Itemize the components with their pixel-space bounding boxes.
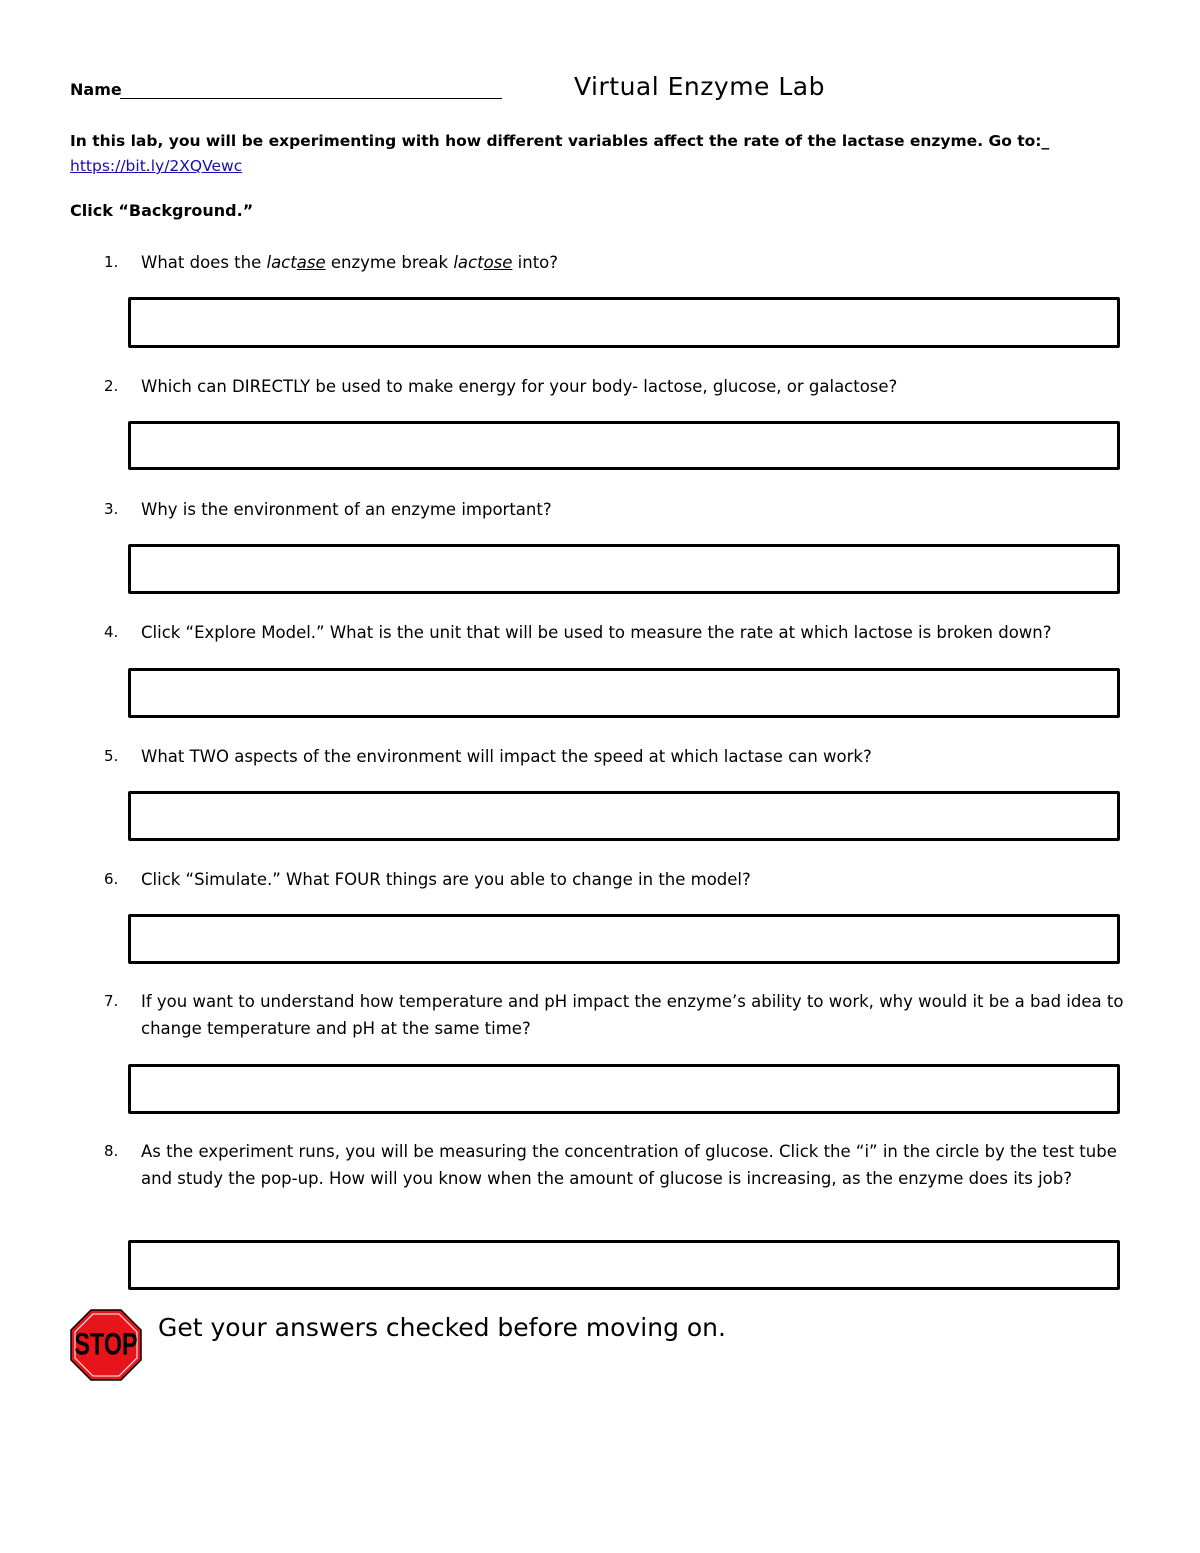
question-text: Why is the environment of an enzyme important? (141, 500, 552, 519)
question-8 (104, 1138, 1134, 1192)
question-1 (104, 249, 1134, 276)
question-3 (104, 496, 1134, 523)
question-7 (104, 988, 1134, 1042)
question-number: 4. (104, 623, 119, 641)
question-text: Which can DIRECTLY be used to make energy for your body- lactose, glucose, or galactose? (141, 377, 898, 396)
answer-box-4[interactable] (128, 668, 1120, 718)
question-number: 3. (104, 500, 119, 518)
lab-link[interactable]: https://bit.ly/2XQVewc (70, 157, 243, 175)
question-text: What TWO aspects of the environment will impact the speed at which lactase can work? (141, 747, 872, 766)
question-text: If you want to understand how temperature and pH impact the enzyme’s ability to work, why would it be a bad idea to change temperature and pH at the same time? (141, 992, 1124, 1038)
question-number: 8. (104, 1142, 119, 1160)
answer-box-3[interactable] (128, 544, 1120, 594)
question-4 (104, 619, 1134, 646)
answer-box-2[interactable] (128, 421, 1120, 470)
question-text: As the experiment runs, you will be measuring the concentration of glucose. Click the “i” in the circle by the test tube and study the pop-up. How will you know when the amount of glucose is increasing, as the enzyme does its job? (141, 1142, 1117, 1188)
question-5 (104, 743, 1134, 770)
answer-box-5[interactable] (128, 791, 1120, 841)
name-input-line[interactable] (120, 98, 502, 99)
stop-sign-label: STOP (74, 1326, 138, 1362)
page-title: Virtual Enzyme Lab (574, 72, 825, 101)
question-number: 6. (104, 870, 119, 888)
question-number: 5. (104, 747, 119, 765)
intro-text: In this lab, you will be experimenting with how different variables affect the rate of the lactase enzyme. Go to:_ (70, 132, 1050, 150)
question-number: 2. (104, 377, 119, 395)
question-6 (104, 866, 1134, 893)
instruction-click-background: Click “Background.” (70, 201, 254, 220)
answer-box-8[interactable] (128, 1240, 1120, 1290)
name-label: Name (70, 80, 122, 99)
question-text: Click “Explore Model.” What is the unit that will be used to measure the rate at which lactose is broken down? (141, 623, 1052, 642)
question-number: 7. (104, 992, 119, 1010)
answer-box-1[interactable] (128, 297, 1120, 348)
check-answers-message: Get your answers checked before moving on. (158, 1313, 726, 1342)
question-2 (104, 373, 1134, 400)
stop-sign-icon (70, 1309, 142, 1381)
answer-box-6[interactable] (128, 914, 1120, 964)
question-text: Click “Simulate.” What FOUR things are you able to change in the model? (141, 870, 751, 889)
question-text: What does the lactase enzyme break lactose into? (141, 253, 559, 272)
intro-paragraph (70, 129, 1150, 179)
answer-box-7[interactable] (128, 1064, 1120, 1114)
question-number: 1. (104, 253, 119, 271)
